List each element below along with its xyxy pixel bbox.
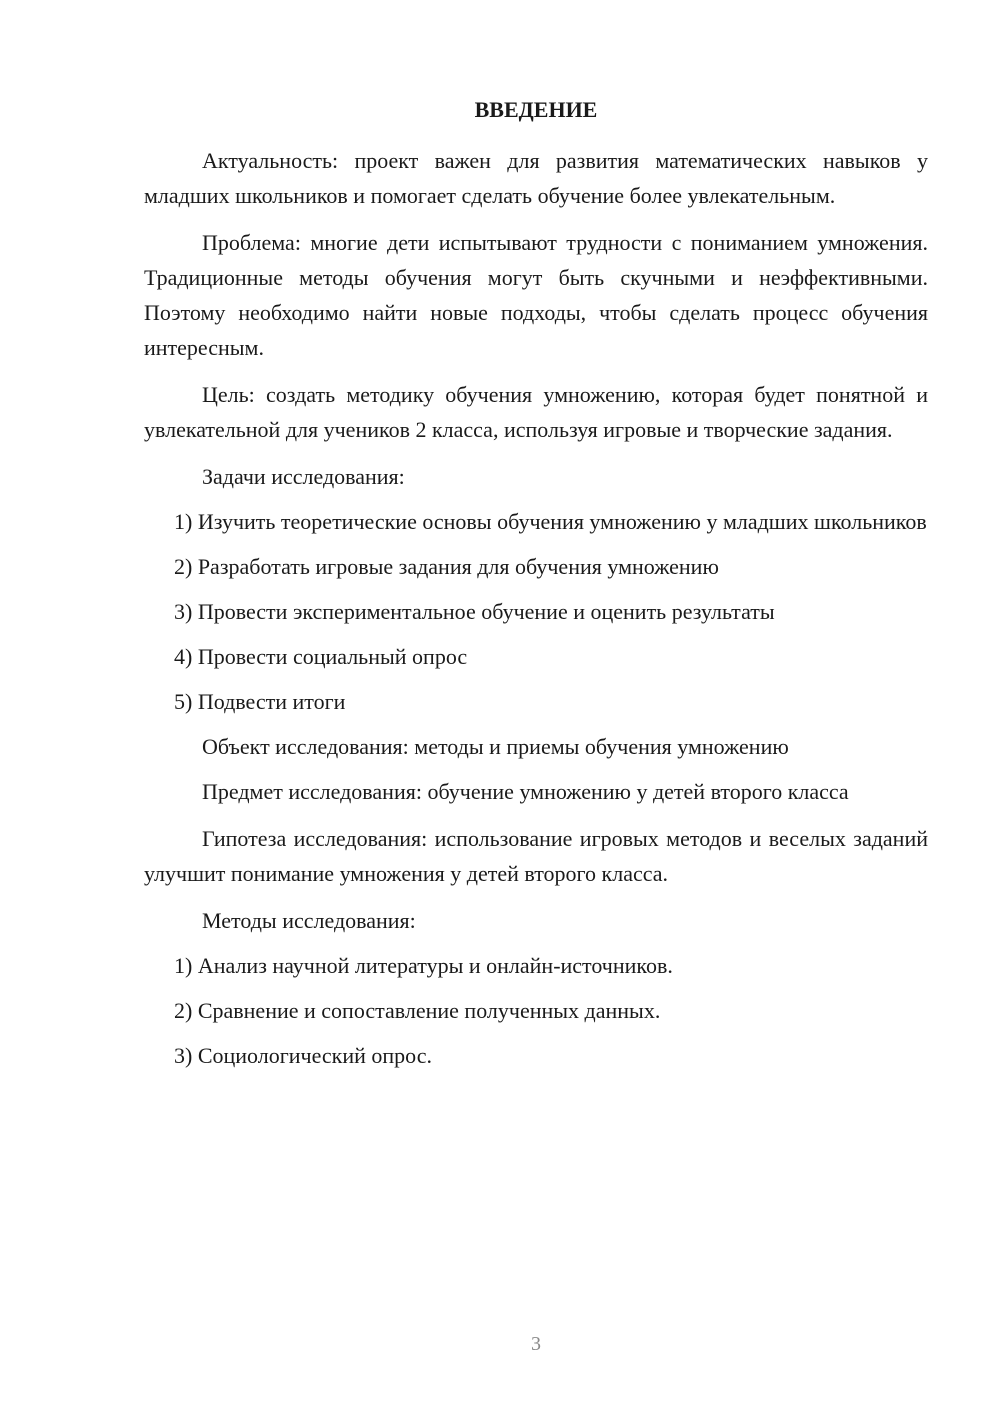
goal-paragraph: Цель: создать методику обучения умножению, которая будет понятной и увлекательной для учеников 2 класса, используя игровые и творческие задания. bbox=[144, 382, 928, 442]
list-item: 2) Сравнение и сопоставление полученных данных. bbox=[174, 998, 661, 1023]
list-item: 1) Анализ научной литературы и онлайн-источников. bbox=[174, 953, 673, 978]
methods-title: Методы исследования: bbox=[202, 908, 416, 933]
document-page bbox=[144, 92, 928, 1083]
page-number: 3 bbox=[531, 1333, 541, 1355]
list-item: 1) Изучить теоретические основы обучения умножению у младших школьников bbox=[174, 509, 927, 534]
problem-paragraph: Проблема: многие дети испытывают трудности с пониманием умножения. Традиционные методы обучения могут быть скучными и неэффективными. Поэтому необходимо найти новые подходы, чтобы сделать процесс обучения интересным. bbox=[144, 230, 928, 360]
object-paragraph: Объект исследования: методы и приемы обучения умножению bbox=[202, 734, 789, 759]
tasks-list bbox=[144, 504, 928, 719]
list-item: 5) Подвести итоги bbox=[174, 689, 346, 714]
subject-paragraph: Предмет исследования: обучение умножению у детей второго класса bbox=[202, 779, 849, 804]
methods-list bbox=[144, 948, 928, 1073]
page-title: ВВЕДЕНИЕ bbox=[474, 97, 598, 122]
list-item: 4) Провести социальный опрос bbox=[174, 644, 468, 669]
tasks-title: Задачи исследования: bbox=[202, 464, 405, 489]
hypothesis-paragraph: Гипотеза исследования: использование игровых методов и веселых заданий улучшит понимание умножения у детей второго класса. bbox=[144, 826, 928, 886]
list-item: 3) Социологический опрос. bbox=[174, 1043, 432, 1068]
relevance-paragraph: Актуальность: проект важен для развития математических навыков у младших школьников и помогает сделать обучение более увлекательным. bbox=[144, 148, 928, 208]
list-item: 3) Провести экспериментальное обучение и оценить результаты bbox=[174, 599, 775, 624]
list-item: 2) Разработать игровые задания для обучения умножению bbox=[174, 554, 719, 579]
